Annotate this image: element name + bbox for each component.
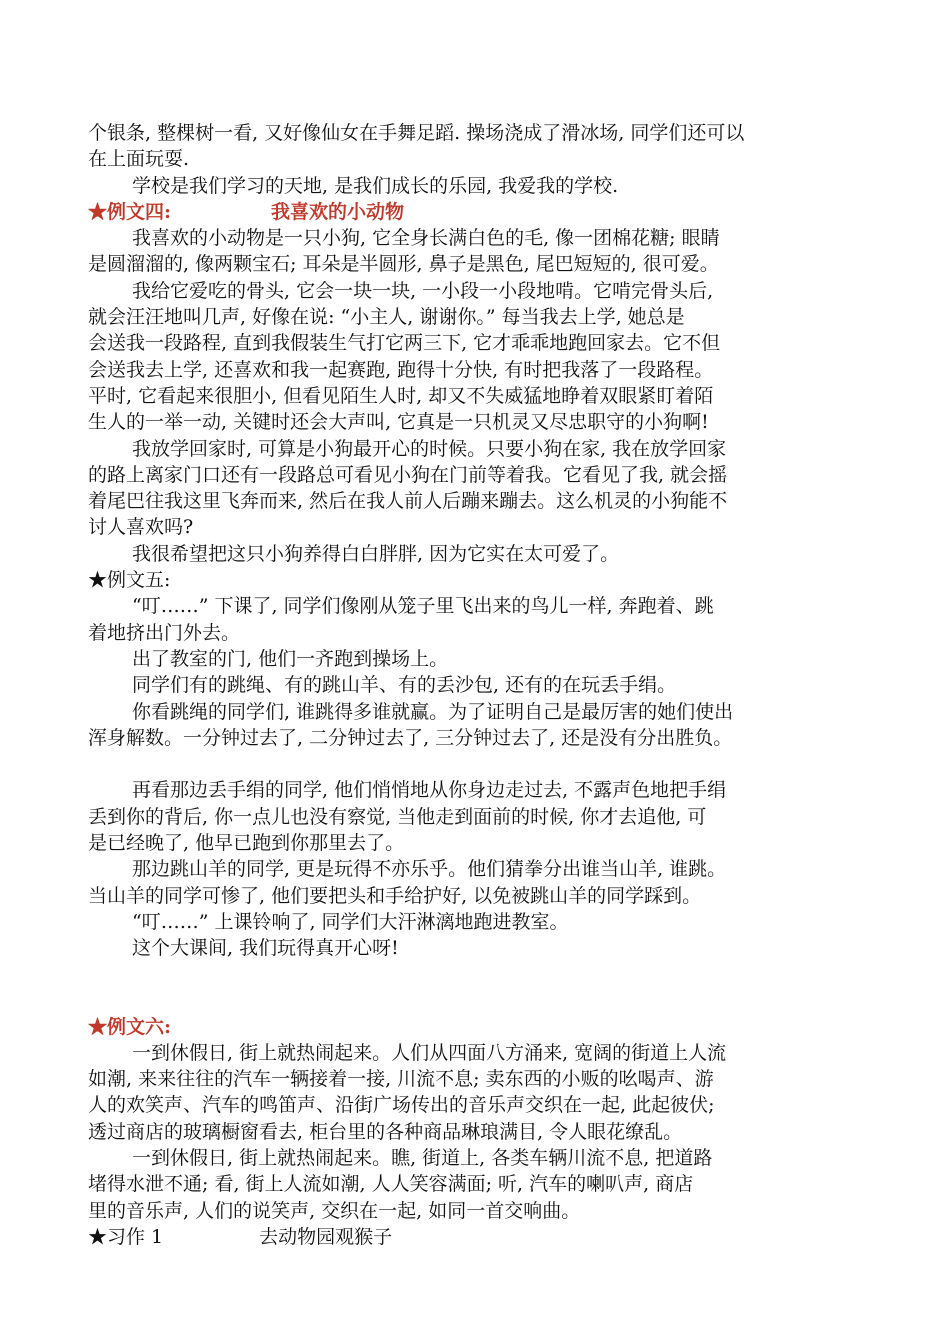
text-line: 透过商店的玻璃橱窗看去, 柜台里的各种商品琳琅满目, 令人眼花缭乱。: [88, 1120, 683, 1143]
text-line: 一到休假日, 街上就热闹起来。人们从四面八方涌来, 宽阔的街道上人流: [132, 1041, 727, 1064]
text-line: 我喜欢的小动物是一只小狗, 它全身长满白色的毛, 像一团棉花糖; 眼睛: [132, 227, 720, 250]
text-line: 这个大课间, 我们玩得真开心呀!: [132, 937, 399, 960]
example5-label: ★例文五:: [88, 569, 171, 592]
text-line: 当山羊的同学可惨了, 他们要把头和手给护好, 以免被跳山羊的同学踩到。: [88, 884, 702, 907]
text-line: 的路上离家门口还有一段路总可看见小狗在门前等着我。它看见了我, 就会摇: [88, 463, 728, 486]
exercise1-heading: [88, 1224, 888, 1250]
text-line: “叮……” 上课铃响了, 同学们大汗淋漓地跑进教室。: [132, 910, 569, 933]
text-line: 我放学回家时, 可算是小狗最开心的时候。只要小狗在家, 我在放学回家: [132, 437, 727, 460]
text-line: 你看跳绳的同学们, 谁跳得多谁就赢。为了证明自己是最厉害的她们使出: [132, 700, 734, 723]
text-line: 着尾巴往我这里飞奔而来, 然后在我人前人后蹦来蹦去。这么机灵的小狗能不: [88, 490, 728, 513]
text-line: 讨人喜欢吗?: [88, 516, 194, 539]
text-line: 同学们有的跳绳、有的跳山羊、有的丢沙包, 还有的在玩丢手绢。: [132, 674, 677, 697]
text-line: 里的音乐声, 人们的说笑声, 交织在一起, 如同一首交响曲。: [88, 1199, 581, 1222]
text-line: 那边跳山羊的同学, 更是玩得不亦乐乎。他们猜拳分出谁当山羊, 谁跳。: [132, 858, 727, 881]
example4-heading: [88, 199, 888, 225]
text-line: 堵得水泄不通; 看, 街上人流如潮, 人人笑容满面; 听, 汽车的喇叭声, 商店: [88, 1173, 694, 1196]
spacer: [88, 962, 888, 1014]
text-line: 人的欢笑声、汽车的鸣笛声、沿街广场传出的音乐声交织在一起, 此起彼伏;: [88, 1094, 715, 1117]
text-line: 我给它爱吃的骨头, 它会一块一块, 一小段一小段地啃。它啃完骨头后,: [132, 279, 714, 302]
text-line: 就会汪汪地叫几声, 好像在说: “小主人, 谢谢你。” 每当我去上学, 她总是: [88, 306, 685, 329]
text-line: 着地挤出门外去。: [88, 621, 241, 644]
example6-body: [88, 1040, 888, 1224]
text-line: 一到休假日, 街上就热闹起来。瞧, 街道上, 各类车辆川流不息, 把道路: [132, 1146, 713, 1169]
example5-heading: [88, 567, 888, 593]
text-line: 我很希望把这只小狗养得白白胖胖, 因为它实在太可爱了。: [132, 542, 620, 565]
example4-title: 我喜欢的小动物: [271, 200, 405, 223]
text-line: 是已经晚了, 他早已跑到你那里去了。: [88, 832, 405, 855]
text-line: 丢到你的背后, 你一点儿也没有察觉, 当他走到面前的时候, 你才去追他, 可: [88, 805, 707, 828]
text-line: “叮……” 下课了, 同学们像刚从笼子里飞出来的鸟儿一样, 奔跑着、跳: [132, 595, 714, 618]
exercise1-title: 去动物园观猴子: [259, 1225, 393, 1248]
example5-body-a: [88, 593, 888, 751]
example4-body: [88, 225, 888, 567]
text-line: 平时, 它看起来很胆小, 但看见陌生人时, 却又不失威猛地睁着双眼紧盯着陌: [88, 384, 714, 407]
example6-label: ★例文六:: [88, 1015, 172, 1038]
exercise1-label: ★习作 1: [88, 1225, 164, 1248]
text-line: 如潮, 来来往往的汽车一辆接着一接, 川流不息; 卖东西的小贩的吆喝声、游: [88, 1068, 714, 1091]
text-line: 会送我去上学, 还喜欢和我一起赛跑, 跑得十分快, 有时把我落了一段路程。: [88, 358, 714, 381]
example6-heading: [88, 1014, 888, 1040]
text-line: 浑身解数。一分钟过去了, 二分钟过去了, 三分钟过去了, 还是没有分出胜负。: [88, 726, 733, 749]
text-line: 再看那边丢手绢的同学, 他们悄悄地从你身边走过去, 不露声色地把手绢: [132, 779, 727, 802]
example4-label: ★例文四:: [88, 200, 172, 223]
text-line: 生人的一举一动, 关键时还会大声叫, 它真是一只机灵又尽忠职守的小狗啊!: [88, 411, 709, 434]
text-line: 出了教室的门, 他们一齐跑到操场上。: [132, 647, 449, 670]
example5-body-b: [88, 777, 888, 961]
document-page: [88, 120, 888, 1250]
intro-line-2: 在上面玩耍.: [88, 148, 190, 171]
intro-line-1: 个银条, 整棵树一看, 又好像仙女在手舞足蹈. 操场浇成了滑冰场, 同学们还可以: [88, 122, 745, 144]
text-line: 是圆溜溜的, 像两颗宝石; 耳朵是半圆形, 鼻子是黑色, 尾巴短短的, 很可爱。: [88, 253, 719, 276]
spacer: [88, 751, 888, 777]
intro-closing: 学校是我们学习的天地, 是我们成长的乐园, 我爱我的学校.: [132, 174, 619, 197]
text-line: 会送我一段路程, 直到我假装生气打它两三下, 它才乖乖地跑回家去。它不但: [88, 332, 721, 355]
